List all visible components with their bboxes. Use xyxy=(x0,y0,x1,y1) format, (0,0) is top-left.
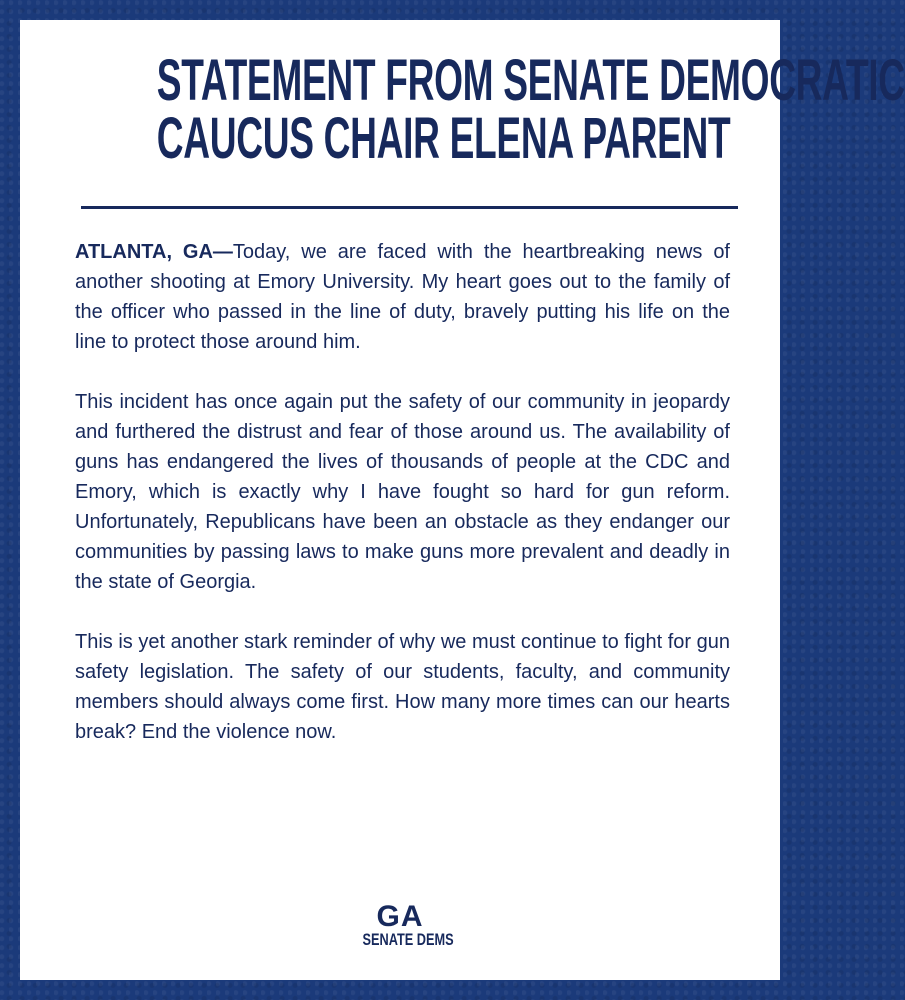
dateline: ATLANTA, GA— xyxy=(75,241,233,263)
paragraph-3: This is yet another stark reminder of why we must continue to fight for gun safety legislation. The safety of our students, faculty, and community members should always come first. How many more times can our hearts break? End the violence now. xyxy=(75,631,730,743)
statement-body xyxy=(75,237,730,747)
paragraph-1-text: Today, we are faced with the heartbreaking news of another shooting at Emory University. My heart goes out to the family of the officer who passed in the line of duty, bravely putting his life on the line to protect those around him. xyxy=(75,241,730,353)
title-line-2: CAUCUS CHAIR ELENA PARENT xyxy=(156,106,731,171)
statement-title xyxy=(156,48,905,171)
paragraph-1 xyxy=(75,237,730,357)
statement-card xyxy=(20,20,905,980)
logo-ga-text: GA xyxy=(376,900,424,933)
title-line-1: STATEMENT FROM SENATE DEMOCRATIC xyxy=(156,48,905,113)
title-divider xyxy=(81,206,738,209)
logo-senate-dems-text: SENATE DEMS xyxy=(362,930,454,949)
ga-senate-dems-logo xyxy=(350,900,454,950)
paragraph-2: This incident has once again put the safety of our community in jeopardy and furthered the distrust and fear of those around us. The availability of guns has endangered the lives of thousands of people at the CDC and Emory, which is exactly why I have fought so hard for gun reform. Unfortunately, Republicans have been an obstacle as they endanger our communities by passing laws to make guns more prevalent and deadly in the state of Georgia. xyxy=(75,391,730,593)
